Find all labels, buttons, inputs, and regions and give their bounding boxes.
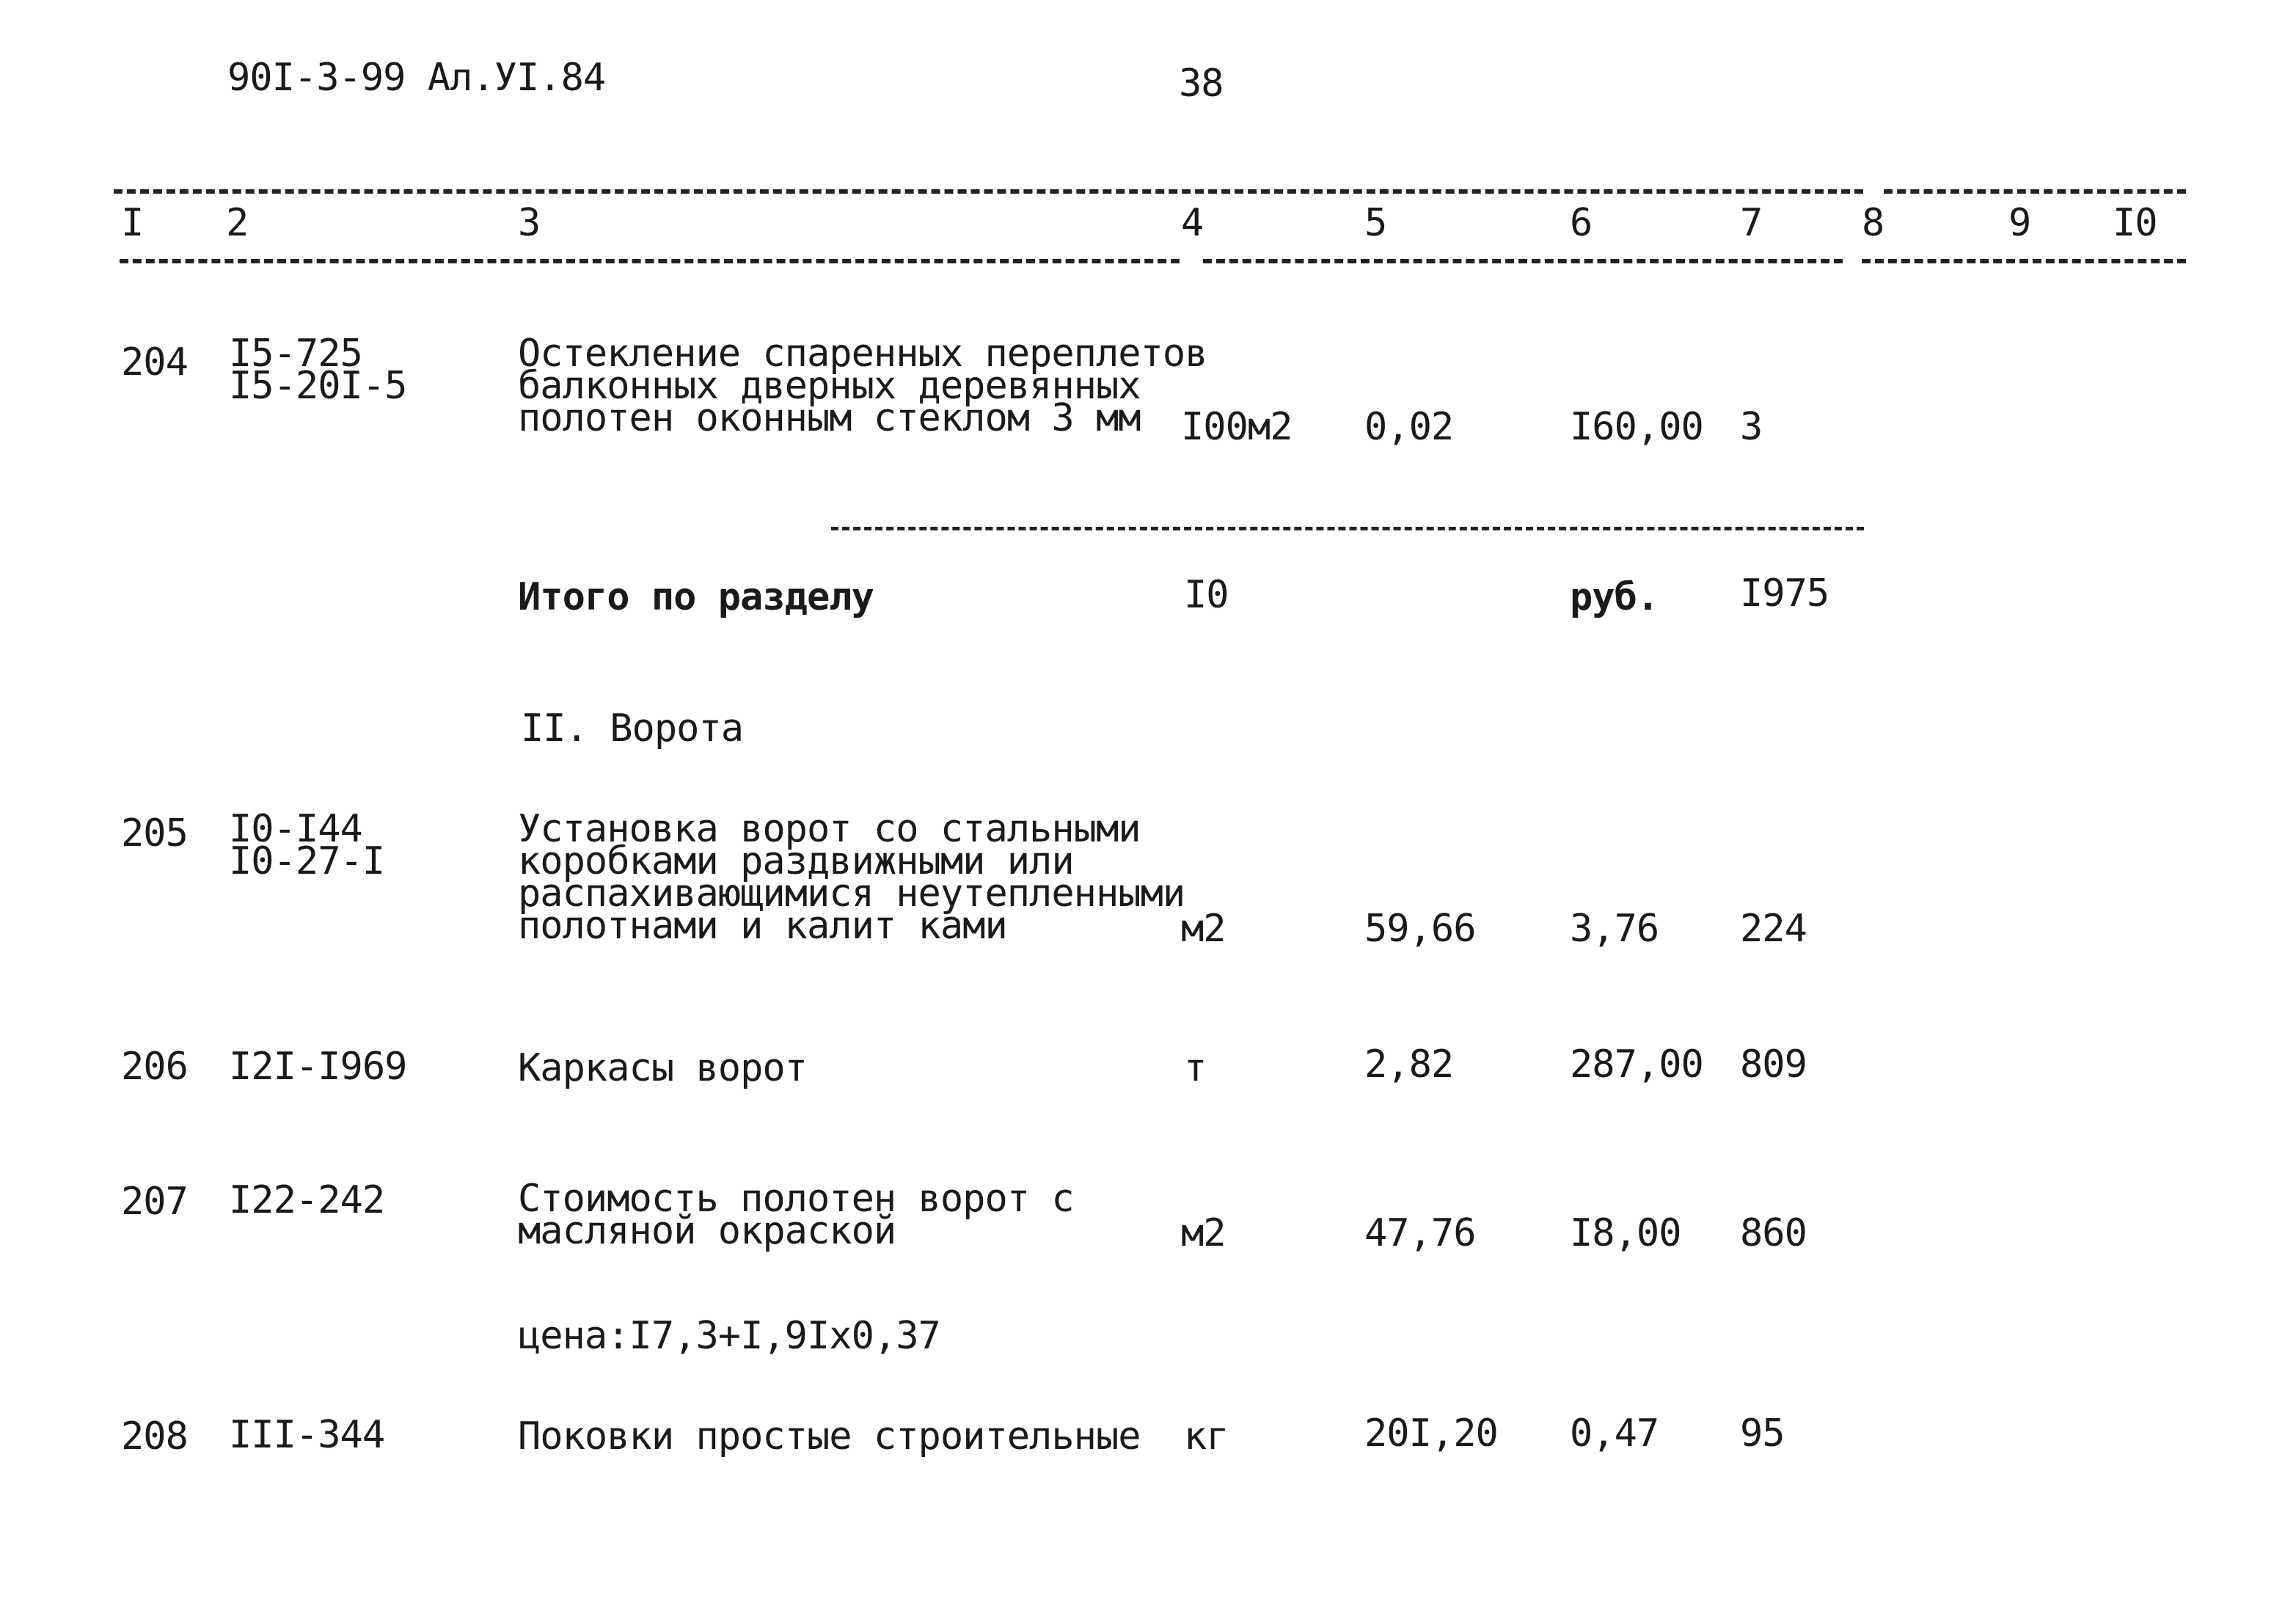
price-note: цена:I7,3+I,9Iх0,37 (518, 1314, 940, 1358)
row-quantity: 2,82 (1364, 1043, 1454, 1087)
header-top-rule-right (1884, 189, 2186, 194)
column-header-2: 2 (226, 201, 249, 245)
row-code: I2I-I969 (229, 1045, 407, 1089)
row-unit: т (1184, 1046, 1207, 1090)
column-header-10: I0 (2113, 201, 2157, 245)
row-total: 224 (1740, 907, 1807, 951)
column-header-6: 6 (1570, 201, 1593, 245)
subtotal-rule (831, 527, 1864, 530)
row-description: Поковки простые строительные (518, 1414, 1141, 1458)
column-header-3: 3 (518, 201, 541, 245)
row-total: 95 (1740, 1412, 1785, 1456)
row-number: 206 (121, 1045, 188, 1089)
row-total: 860 (1740, 1211, 1807, 1255)
header-bottom-rule (120, 259, 1180, 263)
row-quantity: 47,76 (1364, 1211, 1476, 1255)
row-price: 0,47 (1570, 1412, 1659, 1456)
row-price: 3,76 (1570, 907, 1659, 951)
section-title: II. Ворота (521, 706, 744, 751)
row-code: III-344 (229, 1413, 385, 1457)
row-unit: кг (1184, 1414, 1229, 1458)
row-quantity: 59,66 (1364, 907, 1476, 951)
row-number: 204 (121, 340, 188, 384)
row-description: Остекление спаренных переплетов балконных дверных деревянных полотен оконным стеклом 3 мм (518, 332, 1207, 440)
header-bottom-rule-right (1862, 259, 2186, 263)
row-quantity: 20I,20 (1364, 1412, 1498, 1456)
subtotal-amount: I975 (1740, 572, 1829, 616)
column-header-1: I (121, 201, 144, 245)
row-number: 207 (121, 1180, 188, 1224)
row-description: Стоимость полотен ворот с масляной окраской (518, 1177, 1074, 1253)
row-price: I8,00 (1570, 1211, 1681, 1255)
column-header-7: 7 (1740, 201, 1763, 245)
column-header-9: 9 (2008, 201, 2031, 245)
column-header-4: 4 (1181, 201, 1204, 245)
row-code: I22-242 (229, 1178, 385, 1222)
row-description: Каркасы ворот (518, 1046, 807, 1090)
page-number: 38 (1179, 62, 1224, 106)
subtotal-currency: руб. (1570, 575, 1659, 619)
row-price: I60,00 (1570, 405, 1703, 449)
document-code: 90I-3-99 Ал.УI.84 (227, 56, 606, 100)
row-unit: м2 (1181, 1211, 1226, 1255)
row-number: 208 (121, 1414, 188, 1458)
row-unit: м2 (1181, 907, 1226, 951)
row-price: 287,00 (1570, 1043, 1703, 1087)
row-unit: I00м2 (1181, 405, 1293, 449)
row-code: I0-I44 I0-27-I (229, 807, 385, 883)
header-top-rule (114, 189, 1863, 194)
subtotal-section: I0 (1184, 573, 1229, 617)
column-header-5: 5 (1364, 201, 1387, 245)
row-total: 3 (1740, 405, 1763, 449)
row-code: I5-725 I5-20I-5 (229, 332, 407, 408)
row-description: Установка ворот со стальными коробками раздвижными или распахивающимися неутепленными полотнами и калит ками (518, 807, 1185, 948)
column-header-8: 8 (1862, 201, 1884, 245)
header-bottom-rule-mid (1203, 259, 1843, 263)
row-number: 205 (121, 811, 188, 855)
row-total: 809 (1740, 1043, 1807, 1087)
row-quantity: 0,02 (1364, 405, 1454, 449)
subtotal-label: Итого по разделу (518, 575, 874, 619)
